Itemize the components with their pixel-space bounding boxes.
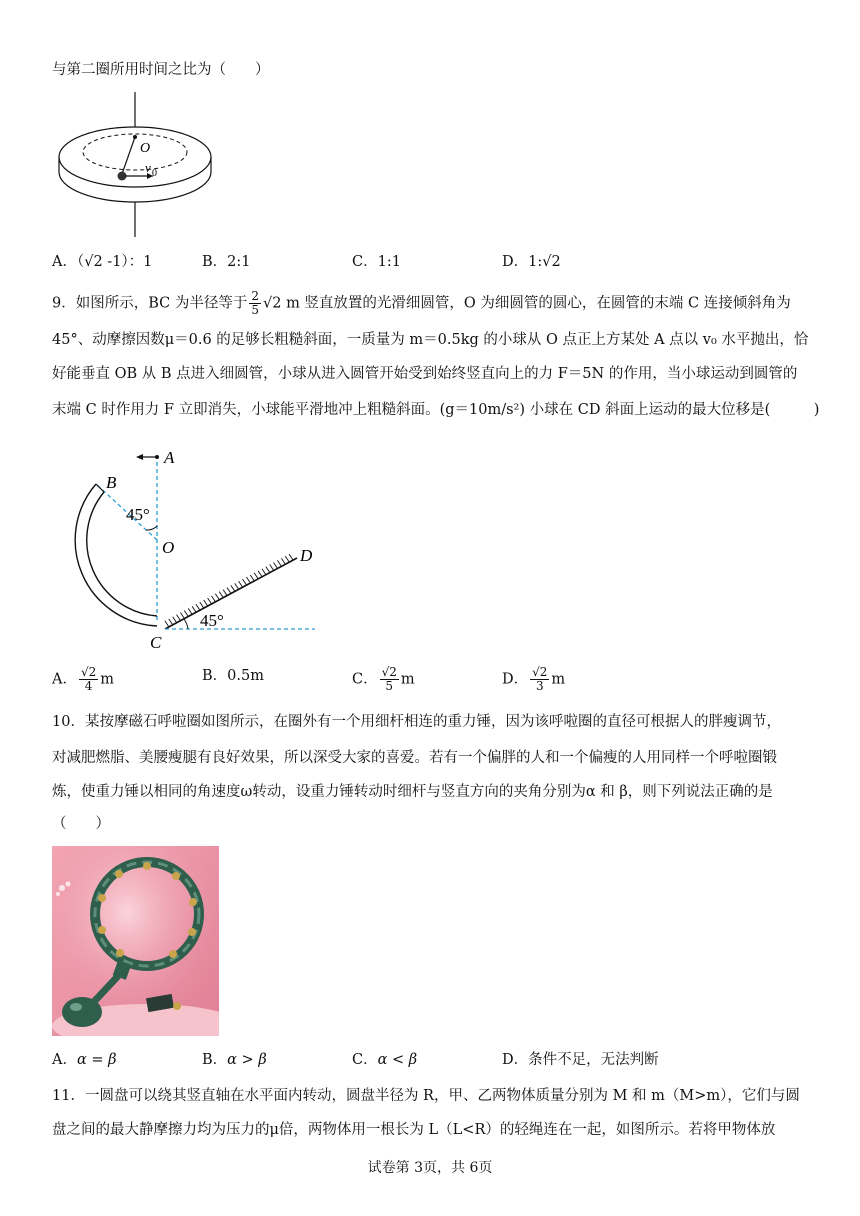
incline-hatch-mark <box>177 615 181 621</box>
q8-label-v-sub: 0 <box>152 168 157 179</box>
incline-hatch-mark <box>231 585 235 591</box>
incline-hatch-mark <box>227 588 231 594</box>
q10-options <box>52 1050 812 1070</box>
q10-line-3: 炼，使重力锤以相同的角速度ω转动，设重力锤转动时细杆与竖直方向的夹角分别为α 和 β，则下列说法正确的是 <box>52 784 773 800</box>
incline-hatch-mark <box>281 558 285 564</box>
incline-hatch-mark <box>243 579 247 585</box>
q9-label-b: B <box>106 473 117 492</box>
incline-hatch-mark <box>258 571 262 577</box>
incline-hatch-mark <box>211 596 215 602</box>
q9-radius-fraction: $\frac{2}{5}$ <box>251 289 259 317</box>
q9-label-o: O <box>162 538 175 557</box>
q9-angle-2: 45° <box>200 611 224 630</box>
incline-hatch-mark <box>196 604 200 610</box>
incline-hatch-mark <box>173 617 177 623</box>
q9-line-1: 9．如图所示，BC 为半径等于 $\frac{2}{5}$ √2 m 竖直放置的光滑细圆管，O 为细圆管的圆心，在圆管的末端 C 连接倾斜角为 <box>52 289 791 317</box>
q10-option-d[interactable]: D．条件不足，无法判断 <box>502 1052 659 1068</box>
q8-option-d[interactable]: D．1:√2 <box>502 254 561 270</box>
q9-option-a[interactable]: A． $\frac{√2}{4}$ m <box>52 665 115 693</box>
q8-figure-disk <box>55 92 230 237</box>
q9-line-4: 末端 C 时作用力 F 立即消失，小球能平滑地冲上粗糙斜面。(g＝10m/s²) 小球在 CD 斜面上运动的最大位移是( ) <box>52 402 820 418</box>
incline-hatch-mark <box>239 581 243 587</box>
q9-label-c: C <box>150 633 162 652</box>
q10-line-1: 10．某按摩磁石呼啦圈如图所示，在圈外有一个用细杆相连的重力锤，因为该呼啦圈的直径可根据人的胖瘦调节， <box>52 714 781 730</box>
incline-hatch-mark <box>274 562 278 568</box>
q8-label-o: O <box>140 141 151 156</box>
q9-option-b[interactable]: B．0.5m <box>202 668 264 684</box>
incline-hatch-mark <box>254 573 258 579</box>
q10-hula-hoop-photo <box>52 846 219 1036</box>
q9-angle-1: 45° <box>126 505 150 524</box>
q8-option-c[interactable]: C．1:1 <box>352 254 401 270</box>
incline-hatch-mark <box>285 556 289 562</box>
incline-hatch-mark <box>180 613 184 619</box>
q8-stem-end: 与第二圈所用时间之比为（ ） <box>52 62 270 78</box>
incline-hatch-mark <box>169 619 173 625</box>
incline-hatch-mark <box>266 567 270 573</box>
q9-line-2: 45°、动摩擦因数μ＝0.6 的足够长粗糙斜面，一质量为 m＝0.5kg 的小球从 O 点正上方某处 A 点以 v₀ 水平抛出，恰 <box>52 332 809 348</box>
q10-line-4: （ ） <box>52 816 110 832</box>
incline-hatch-mark <box>219 592 223 598</box>
incline-hatch-mark <box>250 575 254 581</box>
q9-label-a: A <box>164 448 175 467</box>
incline-hatch-mark <box>184 610 188 616</box>
incline-hatch-mark <box>200 602 204 608</box>
q9-label-d: D <box>300 546 313 565</box>
incline-hatch-mark <box>192 606 196 612</box>
q8-option-b[interactable]: B．2:1 <box>202 254 251 270</box>
incline-hatch-mark <box>165 621 169 627</box>
q11-line-1: 11．一圆盘可以绕其竖直轴在水平面内转动，圆盘半径为 R，甲、乙两物体质量分别为 M 和 m（M>m），它们与圆 <box>52 1088 800 1104</box>
incline-hatch-mark <box>289 554 293 560</box>
q10-option-b[interactable]: B．α > β <box>202 1052 267 1068</box>
incline-hatch-mark <box>215 594 219 600</box>
q8-options <box>52 252 812 272</box>
incline-hatch-mark <box>223 590 227 596</box>
incline-hatch-mark <box>270 565 274 571</box>
q9-figure-tube-incline <box>60 440 325 655</box>
q10-option-a[interactable]: A．α = β <box>52 1052 117 1068</box>
q9-line-3: 好能垂直 OB 从 B 点进入细圆管，小球从进入圆管开始受到始终竖直向上的力 F＝5N 的作用，当小球运动到圆管的 <box>52 366 798 382</box>
q11-line-2: 盘之间的最大静摩擦力均为压力的μ倍，两物体用一根长为 L（L<R）的轻绳连在一起，如图所示。若将甲物体放 <box>52 1122 776 1138</box>
q9-options <box>52 666 812 693</box>
incline-hatch-mark <box>188 608 192 614</box>
page-footer: 试卷第 3页，共 6页 <box>367 1160 493 1176</box>
incline-hatch-mark <box>208 598 212 604</box>
incline-hatch-mark <box>277 560 281 566</box>
q9-option-d[interactable]: D． $\frac{√2}{3}$ m <box>502 665 566 693</box>
q10-line-2: 对减肥燃脂、美腰瘦腿有良好效果，所以深受大家的喜爱。若有一个偏胖的人和一个偏瘦的人用同样一个呼啦圈锻 <box>52 750 777 766</box>
incline-hatch-mark <box>235 583 239 589</box>
q8-option-a[interactable]: A．（√2 -1）：1 <box>52 254 153 270</box>
incline-hatch-mark <box>262 569 266 575</box>
q8-label-v: v <box>145 160 151 175</box>
q9-option-c[interactable]: C． $\frac{√2}{5}$ m <box>352 665 415 693</box>
q10-option-c[interactable]: C．α < β <box>352 1052 418 1068</box>
incline-hatch-mark <box>246 577 250 583</box>
incline-hatch-mark <box>204 600 208 606</box>
